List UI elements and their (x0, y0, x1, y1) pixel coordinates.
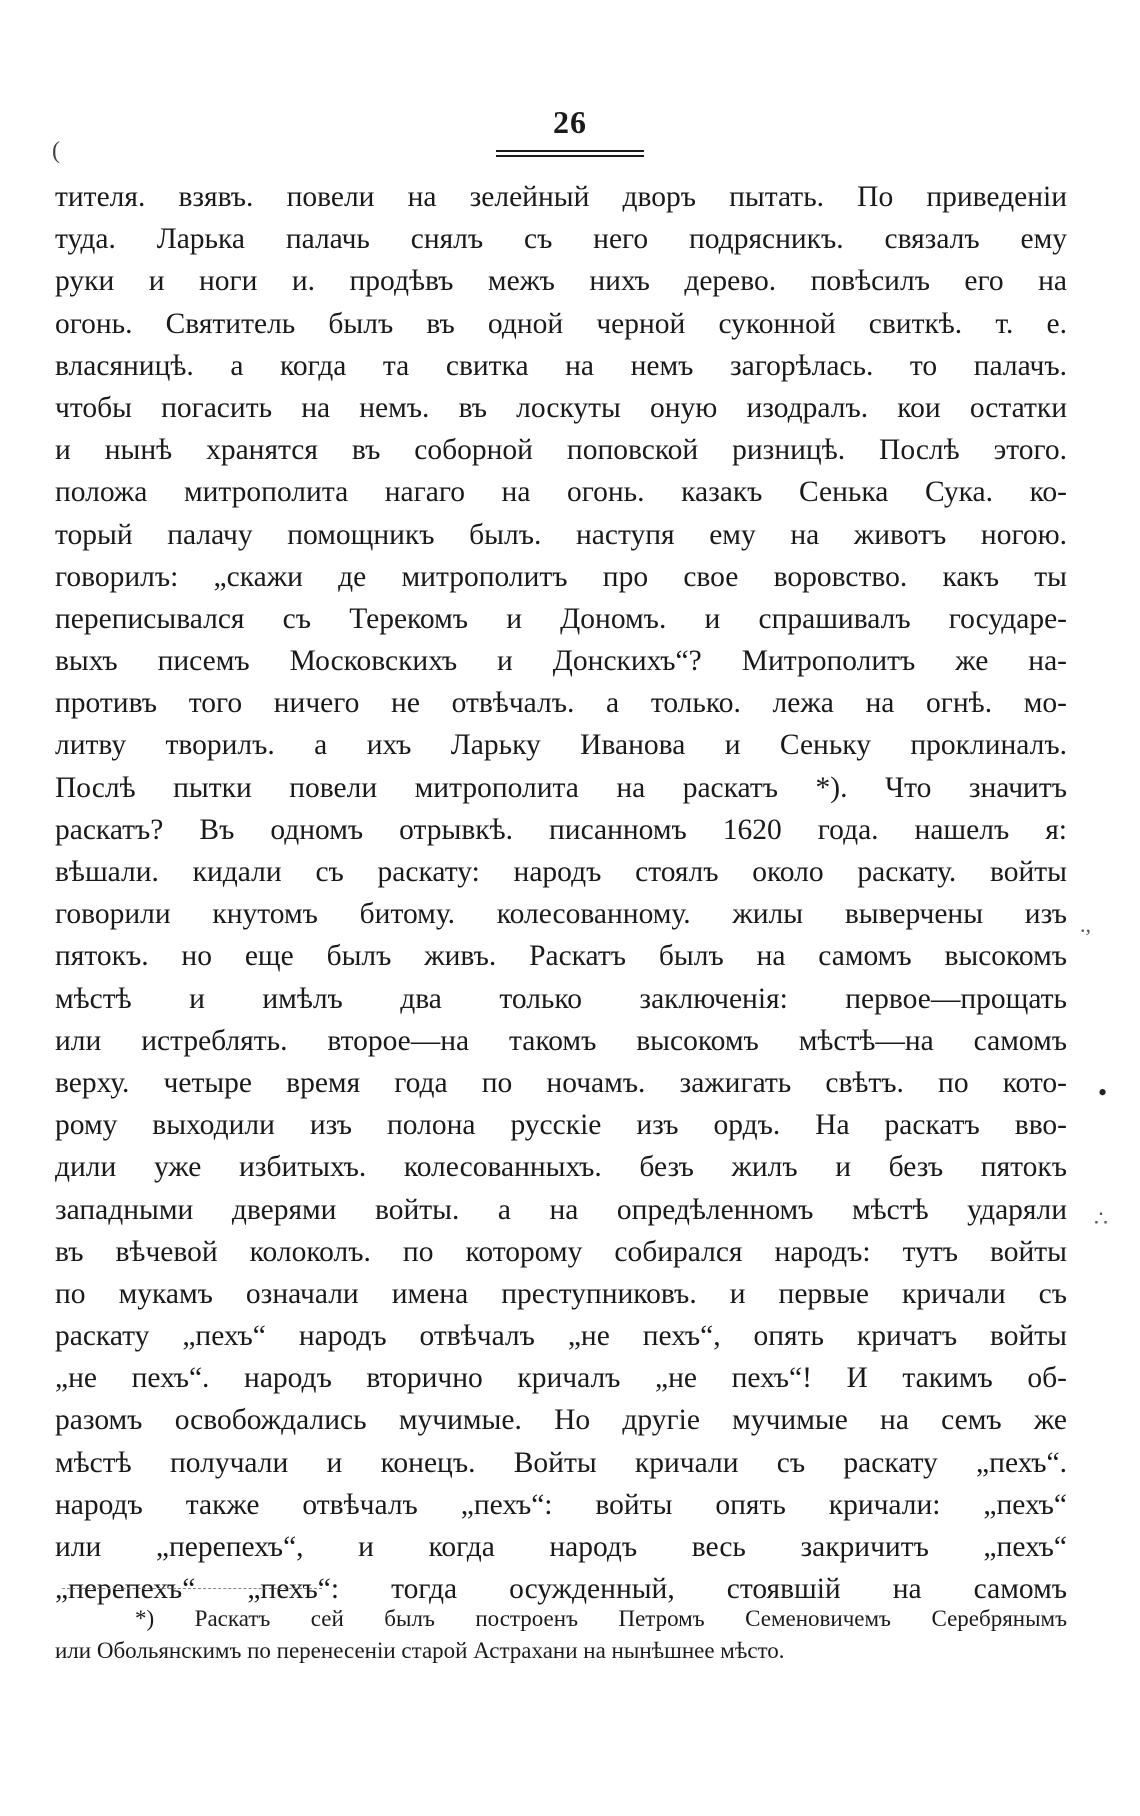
text-line: верху. четыре время года по ночамъ. зажигать свѣтъ. по кото- (55, 1066, 1067, 1099)
text-line: раскатъ? Въ одномъ отрывкѣ. писанномъ 1620 года. нашелъ я: (55, 813, 1067, 846)
text-line: торый палачу помощникъ былъ. наступя ему на животъ ногою. (55, 518, 1067, 551)
page-number: 26 (553, 104, 587, 140)
text-line: по мукамъ означали имена преступниковъ. и первые кричали съ (55, 1277, 1067, 1310)
text-line: „не пехъ“. народъ вторично кричалъ „не пехъ“! И такимъ об- (55, 1362, 1067, 1395)
text-line: положа митрополита нагаго на огонь. казакъ Сенька Сука. ко- (55, 476, 1067, 509)
text-line: власяницѣ. а когда та свитка на немъ загорѣлась. то палачъ. (55, 349, 1067, 382)
text-line: разомъ освобождались мучимые. Но другiе мучимые на семъ же (55, 1404, 1067, 1437)
stray-ink-mark: ( (52, 138, 60, 164)
margin-ink-smudge: ∴ (1094, 1206, 1108, 1231)
footnote (55, 1603, 1067, 1667)
page-number-rule (496, 150, 644, 152)
page-number-rule-second (496, 155, 644, 157)
text-line: огонь. Святитель былъ въ одной черной суконной свиткѣ. т. е. (55, 307, 1067, 340)
text-line: раскату „пехъ“ народъ отвѣчалъ „не пехъ“, опять кричатъ войты (55, 1320, 1067, 1353)
text-line: и нынѣ хранятся въ соборной поповской ризницѣ. Послѣ этого. (55, 434, 1067, 467)
margin-ink-dot: • (1098, 1078, 1108, 1107)
footnote-separator (62, 1588, 322, 1589)
text-line: чтобы погасить на немъ. въ лоскуты оную изодралъ. кои остатки (55, 391, 1067, 424)
text-line: мѣстѣ и имѣлъ два только заключенiя: первое—прощать (55, 982, 1067, 1015)
text-line: народъ также отвѣчалъ „пехъ“: войты опять кричали: „пехъ“ (55, 1488, 1067, 1521)
footnote-line: *) Раскатъ сей былъ построенъ Петромъ Семеновичемъ Серебрянымъ (135, 1606, 1067, 1631)
margin-ink-mark: ., (1080, 912, 1091, 937)
text-line: литву творилъ. а ихъ Ларьку Иванова и Сеньку проклиналъ. (55, 729, 1067, 762)
text-line: рому выходили изъ полона русскiе изъ ордъ. На раскатъ вво- (55, 1109, 1067, 1142)
text-line: говорилъ: „скажи де митрополитъ про свое воровство. какъ ты (55, 560, 1067, 593)
text-line: пятокъ. но еще былъ живъ. Раскатъ былъ на самомъ высокомъ (55, 940, 1067, 973)
text-line: въ вѣчевой колоколъ. по которому собирался народъ: тутъ войты (55, 1235, 1067, 1268)
text-line: западными дверями войты. а на опредѣленномъ мѣстѣ ударяли (55, 1193, 1067, 1226)
text-line: или „перепехъ“, и когда народъ весь закричитъ „пехъ“ (55, 1531, 1067, 1563)
text-line: переписывался съ Терекомъ и Дономъ. и спрашивалъ государе- (55, 602, 1067, 635)
text-line: дили уже избитыхъ. колесованныхъ. безъ жилъ и безъ пятокъ (55, 1151, 1067, 1184)
text-line: говорили кнутомъ битому. колесованному. жилы выверчены изъ (55, 898, 1067, 931)
body-text (55, 176, 1067, 1610)
text-line: тителя. взявъ. повели на зелейный дворъ пытать. По приведенiи (55, 181, 1067, 213)
text-line: туда. Ларька палачь снялъ съ него подрясникъ. связалъ ему (55, 223, 1067, 256)
text-line: или истреблять. второе—на такомъ высокомъ мѣстѣ—на самомъ (55, 1024, 1067, 1057)
text-line: мѣстѣ получали и конецъ. Войты кричали съ раскату „пехъ“. (55, 1446, 1067, 1479)
text-line: противъ того ничего не отвѣчалъ. а только. лежа на огнѣ. мо- (55, 687, 1067, 720)
text-line: руки и ноги и. продѣвъ межъ нихъ дерево. повѣсилъ его на (55, 265, 1067, 298)
footnote-line: или Обольянскимъ по перенесенiи старой Астрахани на нынѣшнее мѣсто. (55, 1638, 785, 1663)
text-line: выхъ писемъ Московскихъ и Донскихъ“? Митрополитъ же на- (55, 645, 1067, 678)
text-line: Послѣ пытки повели митрополита на раскатъ *). Что значитъ (55, 771, 1067, 804)
text-line: вѣшали. кидали съ раскату: народъ стоялъ около раскату. войты (55, 856, 1067, 888)
text-line: „перепехъ“ „пехъ“: тогда осужденный, стоявшiй на самомъ (55, 1573, 1067, 1606)
